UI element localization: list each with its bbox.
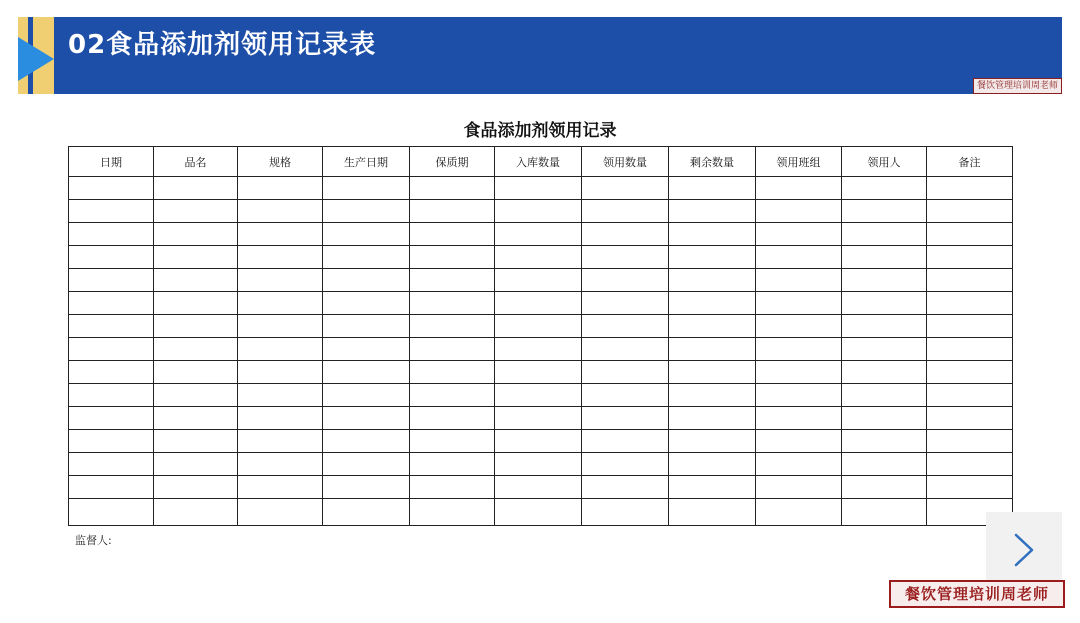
table-cell[interactable] bbox=[756, 223, 842, 246]
table-cell[interactable] bbox=[495, 361, 582, 384]
table-cell[interactable] bbox=[756, 315, 842, 338]
table-cell[interactable] bbox=[669, 384, 756, 407]
column-header-date: 日期 bbox=[69, 147, 154, 177]
table-row bbox=[69, 200, 1013, 223]
table-cell[interactable] bbox=[927, 453, 1013, 476]
table-cell[interactable] bbox=[669, 200, 756, 223]
table-cell[interactable] bbox=[154, 200, 238, 223]
table-cell[interactable] bbox=[495, 499, 582, 526]
table-cell[interactable] bbox=[69, 269, 154, 292]
supervisor-label: 监督人: bbox=[75, 534, 112, 547]
table-cell[interactable] bbox=[927, 338, 1013, 361]
watermark-seal-bottom: 餐饮管理培训周老师 bbox=[889, 580, 1065, 608]
table-cell[interactable] bbox=[842, 177, 927, 200]
table-cell[interactable] bbox=[323, 200, 410, 223]
table-cell[interactable] bbox=[154, 499, 238, 526]
table-cell[interactable] bbox=[238, 223, 323, 246]
table-cell[interactable] bbox=[495, 476, 582, 499]
table-cell[interactable] bbox=[927, 384, 1013, 407]
next-slide-button[interactable] bbox=[986, 512, 1062, 586]
table-cell[interactable] bbox=[154, 269, 238, 292]
table-cell[interactable] bbox=[842, 338, 927, 361]
table-cell[interactable] bbox=[927, 476, 1013, 499]
table-cell[interactable] bbox=[842, 246, 927, 269]
table-cell[interactable] bbox=[238, 315, 323, 338]
table-cell[interactable] bbox=[154, 361, 238, 384]
table-cell[interactable] bbox=[582, 361, 669, 384]
table-cell[interactable] bbox=[69, 361, 154, 384]
chevron-right-icon bbox=[1008, 532, 1038, 568]
table-cell[interactable] bbox=[756, 269, 842, 292]
column-header-product-name: 品名 bbox=[154, 147, 238, 177]
table-cell[interactable] bbox=[323, 177, 410, 200]
table-cell[interactable] bbox=[410, 430, 495, 453]
table-cell[interactable] bbox=[154, 476, 238, 499]
table-cell[interactable] bbox=[323, 476, 410, 499]
table-cell[interactable] bbox=[154, 430, 238, 453]
table-cell[interactable] bbox=[669, 177, 756, 200]
slide-title: 02食品添加剂领用记录表 bbox=[68, 30, 377, 60]
table-cell[interactable] bbox=[238, 200, 323, 223]
title-banner bbox=[18, 17, 1062, 94]
table-cell[interactable] bbox=[582, 453, 669, 476]
table-cell[interactable] bbox=[842, 361, 927, 384]
table-cell[interactable] bbox=[323, 430, 410, 453]
column-header-recipient: 领用人 bbox=[842, 147, 927, 177]
table-cell[interactable] bbox=[323, 223, 410, 246]
table-cell[interactable] bbox=[495, 407, 582, 430]
table-cell[interactable] bbox=[154, 407, 238, 430]
table-cell[interactable] bbox=[69, 200, 154, 223]
table-cell[interactable] bbox=[323, 338, 410, 361]
table-row bbox=[69, 361, 1013, 384]
table-cell[interactable] bbox=[154, 338, 238, 361]
table-cell[interactable] bbox=[410, 269, 495, 292]
table-cell[interactable] bbox=[69, 246, 154, 269]
table-cell[interactable] bbox=[669, 361, 756, 384]
table-cell[interactable] bbox=[495, 269, 582, 292]
table-cell[interactable] bbox=[238, 269, 323, 292]
table-cell[interactable] bbox=[756, 177, 842, 200]
table-row bbox=[69, 430, 1013, 453]
table-cell[interactable] bbox=[69, 384, 154, 407]
column-header-remarks: 备注 bbox=[927, 147, 1013, 177]
table-row bbox=[69, 338, 1013, 361]
table-cell[interactable] bbox=[927, 177, 1013, 200]
table-header-row bbox=[69, 147, 1013, 177]
table-cell[interactable] bbox=[842, 223, 927, 246]
table-cell[interactable] bbox=[410, 177, 495, 200]
column-header-remaining-quantity: 剩余数量 bbox=[669, 147, 756, 177]
table-cell[interactable] bbox=[582, 384, 669, 407]
table-cell[interactable] bbox=[842, 315, 927, 338]
table-cell[interactable] bbox=[323, 361, 410, 384]
table-cell[interactable] bbox=[669, 269, 756, 292]
table-cell[interactable] bbox=[495, 430, 582, 453]
table-cell[interactable] bbox=[669, 453, 756, 476]
table-cell[interactable] bbox=[495, 246, 582, 269]
table-cell[interactable] bbox=[756, 476, 842, 499]
table-cell[interactable] bbox=[410, 384, 495, 407]
table-cell[interactable] bbox=[669, 407, 756, 430]
table-cell[interactable] bbox=[495, 223, 582, 246]
table-row bbox=[69, 177, 1013, 200]
table-cell[interactable] bbox=[410, 315, 495, 338]
table-cell[interactable] bbox=[238, 407, 323, 430]
table-cell[interactable] bbox=[582, 269, 669, 292]
table-cell[interactable] bbox=[238, 338, 323, 361]
table-cell[interactable] bbox=[323, 246, 410, 269]
table-cell[interactable] bbox=[756, 292, 842, 315]
table-cell[interactable] bbox=[582, 476, 669, 499]
table-cell[interactable] bbox=[495, 384, 582, 407]
table-cell[interactable] bbox=[756, 338, 842, 361]
table-cell[interactable] bbox=[756, 407, 842, 430]
table-cell[interactable] bbox=[669, 338, 756, 361]
table-cell[interactable] bbox=[238, 476, 323, 499]
table-cell[interactable] bbox=[669, 430, 756, 453]
table-cell[interactable] bbox=[69, 223, 154, 246]
table-cell[interactable] bbox=[927, 292, 1013, 315]
table-cell[interactable] bbox=[927, 315, 1013, 338]
table-cell[interactable] bbox=[842, 384, 927, 407]
table-row bbox=[69, 315, 1013, 338]
table-cell[interactable] bbox=[69, 453, 154, 476]
table-cell[interactable] bbox=[756, 499, 842, 526]
table-cell[interactable] bbox=[582, 292, 669, 315]
table-cell[interactable] bbox=[756, 430, 842, 453]
table-cell[interactable] bbox=[927, 223, 1013, 246]
table-cell[interactable] bbox=[756, 246, 842, 269]
table-cell[interactable] bbox=[669, 476, 756, 499]
records-table-body bbox=[69, 177, 1013, 526]
table-cell[interactable] bbox=[582, 246, 669, 269]
table-cell[interactable] bbox=[69, 338, 154, 361]
table-cell[interactable] bbox=[756, 453, 842, 476]
table-cell[interactable] bbox=[238, 430, 323, 453]
table-cell[interactable] bbox=[238, 361, 323, 384]
column-header-shelf-life: 保质期 bbox=[410, 147, 495, 177]
table-row bbox=[69, 453, 1013, 476]
table-cell[interactable] bbox=[410, 292, 495, 315]
table-cell[interactable] bbox=[669, 223, 756, 246]
table-cell[interactable] bbox=[69, 476, 154, 499]
table-cell[interactable] bbox=[842, 499, 927, 526]
table-cell[interactable] bbox=[238, 177, 323, 200]
table-cell[interactable] bbox=[495, 292, 582, 315]
table-cell[interactable] bbox=[154, 384, 238, 407]
table-cell[interactable] bbox=[669, 315, 756, 338]
table-cell[interactable] bbox=[582, 499, 669, 526]
column-header-specification: 规格 bbox=[238, 147, 323, 177]
table-cell[interactable] bbox=[154, 177, 238, 200]
column-header-issued-quantity: 领用数量 bbox=[582, 147, 669, 177]
table-cell[interactable] bbox=[154, 453, 238, 476]
table-cell[interactable] bbox=[495, 177, 582, 200]
table-cell[interactable] bbox=[842, 430, 927, 453]
column-header-production-date: 生产日期 bbox=[323, 147, 410, 177]
table-cell[interactable] bbox=[154, 223, 238, 246]
table-cell[interactable] bbox=[323, 315, 410, 338]
banner-arrow-icon bbox=[18, 37, 54, 81]
table-cell[interactable] bbox=[323, 269, 410, 292]
table-cell[interactable] bbox=[323, 407, 410, 430]
table-cell[interactable] bbox=[410, 407, 495, 430]
table-cell[interactable] bbox=[154, 315, 238, 338]
table-cell[interactable] bbox=[927, 269, 1013, 292]
table-cell[interactable] bbox=[495, 315, 582, 338]
table-cell[interactable] bbox=[495, 338, 582, 361]
table-cell[interactable] bbox=[410, 361, 495, 384]
table-cell[interactable] bbox=[582, 407, 669, 430]
table-cell[interactable] bbox=[582, 338, 669, 361]
table-cell[interactable] bbox=[154, 292, 238, 315]
table-cell[interactable] bbox=[582, 177, 669, 200]
table-cell[interactable] bbox=[323, 499, 410, 526]
table-cell[interactable] bbox=[69, 430, 154, 453]
table-row bbox=[69, 269, 1013, 292]
table-cell[interactable] bbox=[323, 384, 410, 407]
table-cell[interactable] bbox=[410, 453, 495, 476]
table-cell[interactable] bbox=[323, 453, 410, 476]
table-cell[interactable] bbox=[927, 200, 1013, 223]
table-cell[interactable] bbox=[842, 200, 927, 223]
table-cell[interactable] bbox=[69, 315, 154, 338]
table-cell[interactable] bbox=[927, 246, 1013, 269]
table-cell[interactable] bbox=[69, 292, 154, 315]
table-cell[interactable] bbox=[582, 200, 669, 223]
table-cell[interactable] bbox=[238, 453, 323, 476]
table-cell[interactable] bbox=[842, 476, 927, 499]
table-cell[interactable] bbox=[410, 200, 495, 223]
table-cell[interactable] bbox=[582, 430, 669, 453]
table-cell[interactable] bbox=[69, 177, 154, 200]
table-cell[interactable] bbox=[842, 292, 927, 315]
table-cell[interactable] bbox=[323, 292, 410, 315]
table-cell[interactable] bbox=[842, 453, 927, 476]
table-cell[interactable] bbox=[410, 246, 495, 269]
table-row bbox=[69, 223, 1013, 246]
table-cell[interactable] bbox=[669, 292, 756, 315]
table-cell[interactable] bbox=[669, 499, 756, 526]
table-cell[interactable] bbox=[495, 200, 582, 223]
table-row bbox=[69, 499, 1013, 526]
watermark-seal-top: 餐饮管理培训周老师 bbox=[973, 78, 1062, 94]
table-title: 食品添加剂领用记录 bbox=[463, 121, 617, 141]
table-row bbox=[69, 246, 1013, 269]
table-cell[interactable] bbox=[238, 499, 323, 526]
table-cell[interactable] bbox=[927, 407, 1013, 430]
table-cell[interactable] bbox=[669, 246, 756, 269]
column-header-receiving-team: 领用班组 bbox=[756, 147, 842, 177]
table-cell[interactable] bbox=[495, 453, 582, 476]
table-cell[interactable] bbox=[842, 269, 927, 292]
table-row bbox=[69, 476, 1013, 499]
table-cell[interactable] bbox=[927, 361, 1013, 384]
table-cell[interactable] bbox=[842, 407, 927, 430]
table-cell[interactable] bbox=[756, 361, 842, 384]
table-row bbox=[69, 292, 1013, 315]
table-cell[interactable] bbox=[69, 407, 154, 430]
table-cell[interactable] bbox=[582, 315, 669, 338]
table-cell[interactable] bbox=[69, 499, 154, 526]
table-cell[interactable] bbox=[238, 384, 323, 407]
table-cell[interactable] bbox=[582, 223, 669, 246]
table-cell[interactable] bbox=[927, 430, 1013, 453]
table-cell[interactable] bbox=[410, 476, 495, 499]
column-header-stock-in-quantity: 入库数量 bbox=[495, 147, 582, 177]
table-cell[interactable] bbox=[410, 223, 495, 246]
table-cell[interactable] bbox=[756, 200, 842, 223]
table-cell[interactable] bbox=[238, 292, 323, 315]
table-cell[interactable] bbox=[410, 338, 495, 361]
table-row bbox=[69, 384, 1013, 407]
table-row bbox=[69, 407, 1013, 430]
table-cell[interactable] bbox=[154, 246, 238, 269]
records-table bbox=[68, 146, 1013, 526]
table-cell[interactable] bbox=[756, 384, 842, 407]
table-cell[interactable] bbox=[238, 246, 323, 269]
table-cell[interactable] bbox=[410, 499, 495, 526]
